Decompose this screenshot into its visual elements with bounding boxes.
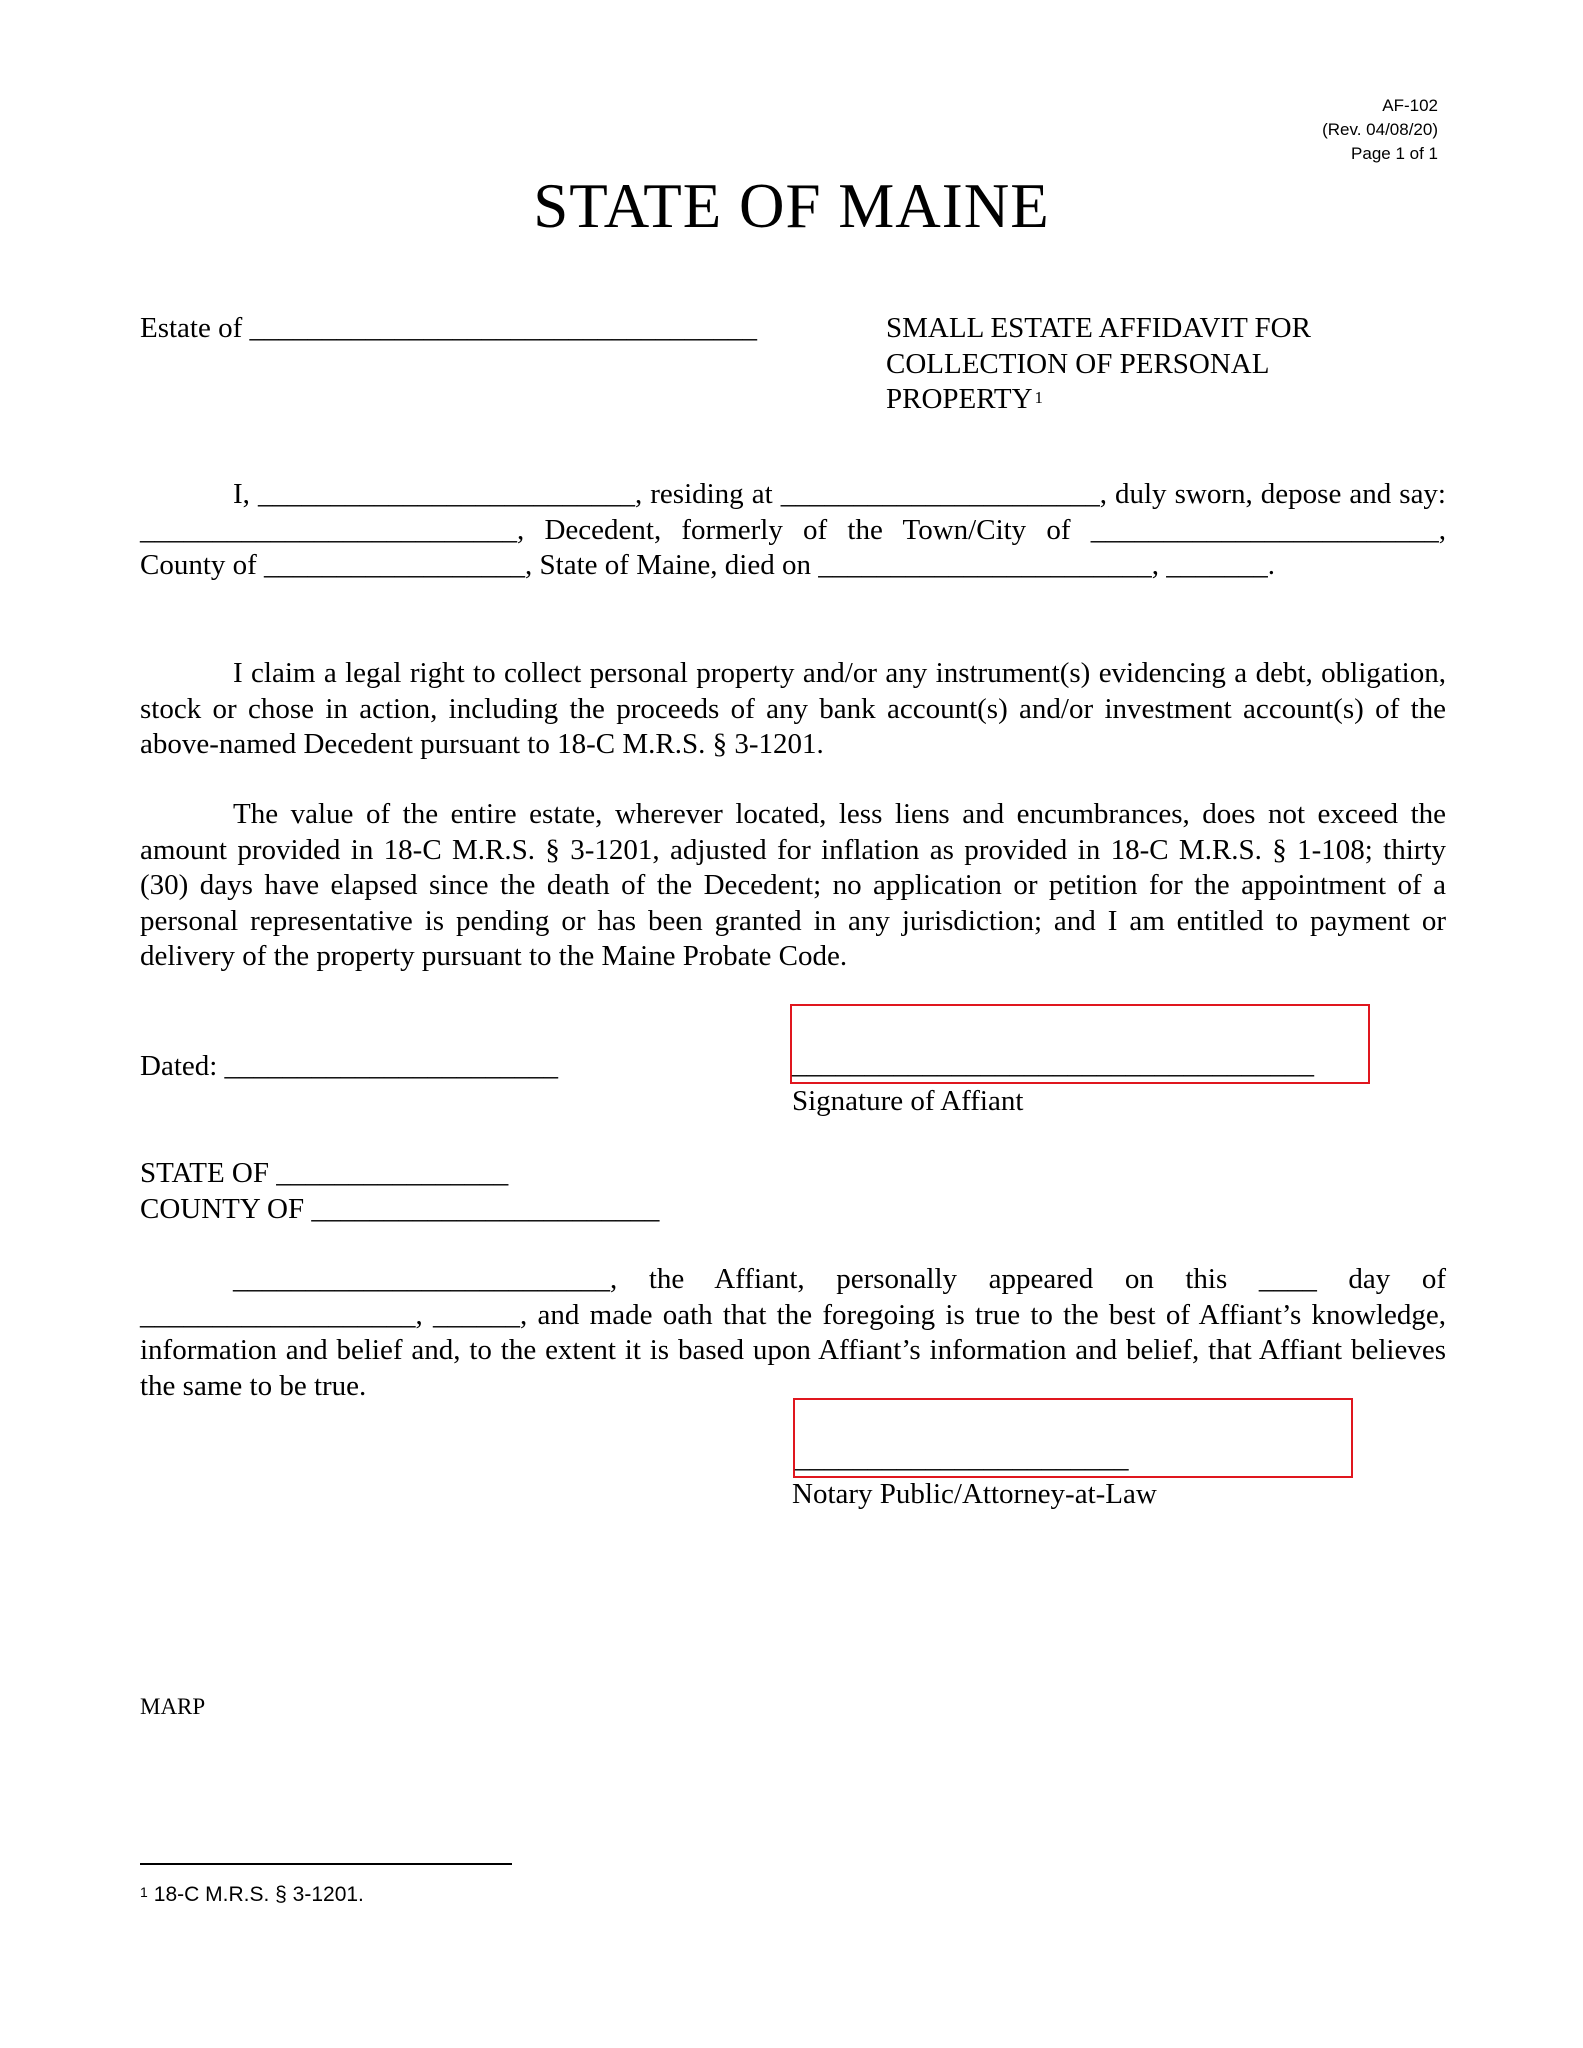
marp-label: MARP bbox=[140, 1694, 206, 1719]
form-number: AF-102 bbox=[1382, 96, 1438, 115]
affidavit-title-line-3-text: PROPERTY bbox=[886, 383, 1033, 415]
affiant-signature-line[interactable]: ____________________________________ bbox=[792, 1048, 1314, 1080]
form-revision: (Rev. 04/08/20) bbox=[1322, 120, 1438, 139]
notary-signature-line[interactable]: _______________________ bbox=[795, 1442, 1129, 1474]
deposition-paragraph[interactable]: I, __________________________, residing at ______________________, duly sworn, depose and say: __________________________, Decedent, formerly of the Town/City of ________________________, County of __________________, State of Maine, died on _______________________, _______. bbox=[140, 478, 1446, 581]
county-of-field[interactable]: COUNTY OF ________________________ bbox=[140, 1192, 660, 1225]
footnote-number: 1 bbox=[140, 1884, 148, 1900]
estate-value-paragraph: The value of the entire estate, wherever located, less liens and encumbrances, does not exceed the amount provided in 18-C M.R.S. § 3-1201, adjusted for inflation as provided in 18-C M.R.S. § 1-108; thirty (30) days have elapsed since the death of the Decedent; no application or petition for the appointment of a personal representative is pending or has been granted in any jurisdiction; and I am entitled to payment or delivery of the property pursuant to the Maine Probate Code. bbox=[140, 798, 1446, 972]
footnote-divider bbox=[140, 1863, 512, 1865]
affidavit-title-line-2: COLLECTION OF PERSONAL bbox=[886, 347, 1270, 380]
page-indicator: Page 1 of 1 bbox=[1351, 144, 1438, 163]
notary-oath-paragraph[interactable]: __________________________, the Affiant, personally appeared on this ____ day of ___________________, ______, and made oath that the foregoing is true to the best of Affiant’s knowledge, information and belief and, to the extent it is based upon Affiant’s information and belief, that Affiant believes the same to be true. bbox=[140, 1263, 1446, 1402]
estate-of-field[interactable]: Estate of ___________________________________ bbox=[140, 312, 758, 344]
affidavit-title bbox=[886, 311, 1446, 418]
state-of-field[interactable]: STATE OF ________________ bbox=[140, 1157, 509, 1189]
dated-field[interactable]: Dated: _______________________ bbox=[140, 1050, 559, 1082]
footnote bbox=[140, 1882, 364, 1908]
legal-right-paragraph: I claim a legal right to collect personal property and/or any instrument(s) evidencing a debt, obligation, stock or chose in action, including the proceeds of any bank account(s) and/or investment account(s) of the above-named Decedent pursuant to 18-C M.R.S. § 3-1201. bbox=[140, 657, 1446, 760]
affidavit-title-line-3 bbox=[886, 382, 1446, 418]
footnote-text: 18-C M.R.S. § 3-1201. bbox=[153, 1883, 364, 1906]
page-title: STATE OF MAINE bbox=[533, 171, 1050, 241]
form-header-meta bbox=[1322, 94, 1438, 166]
footnote-reference: 1 bbox=[1034, 388, 1044, 407]
notary-signature-label: Notary Public/Attorney-at-Law bbox=[792, 1478, 1157, 1510]
affidavit-title-line-1: SMALL ESTATE AFFIDAVIT FOR bbox=[886, 312, 1311, 344]
jurisdiction-block bbox=[140, 1156, 659, 1227]
affiant-signature-label: Signature of Affiant bbox=[792, 1085, 1024, 1117]
